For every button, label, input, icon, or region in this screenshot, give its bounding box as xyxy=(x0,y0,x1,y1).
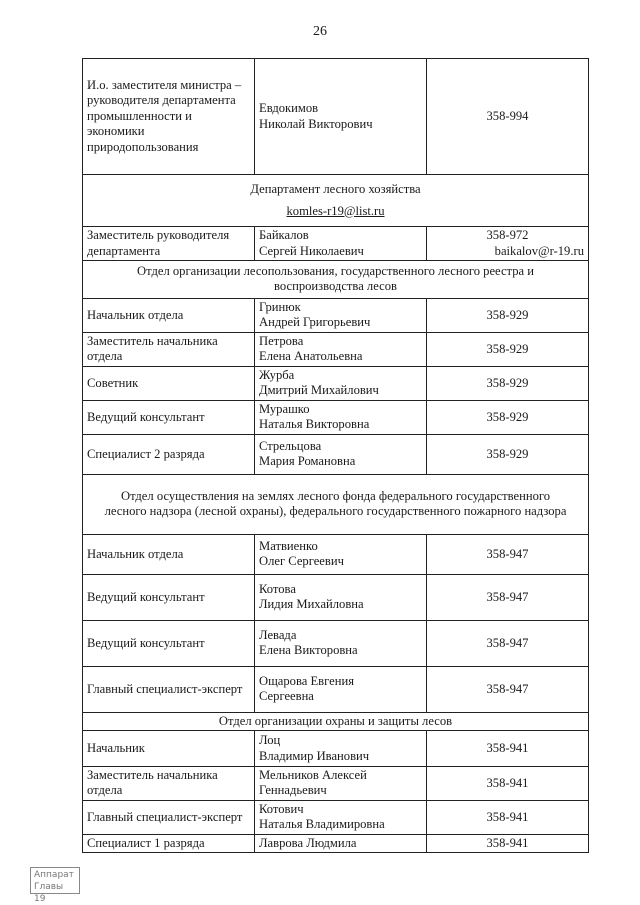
phone-cell: 358-941 xyxy=(427,800,589,834)
position-cell: Заместитель начальника отдела xyxy=(83,767,255,801)
name-cell: Котова Лидия Михайловна xyxy=(255,574,427,620)
staff-directory-table xyxy=(82,58,589,853)
name-cell: Мурашко Наталья Викторовна xyxy=(255,400,427,434)
table-row xyxy=(83,298,589,332)
name-cell: Матвиенко Олег Сергеевич xyxy=(255,534,427,574)
section-header-row xyxy=(83,712,589,730)
phone-cell: 358-929 xyxy=(427,332,589,366)
table-row xyxy=(83,59,589,175)
phone-cell: 358-941 xyxy=(427,731,589,767)
table-row xyxy=(83,800,589,834)
name-cell: Котович Наталья Владимировна xyxy=(255,800,427,834)
archive-stamp xyxy=(30,867,80,904)
department-header-row xyxy=(83,175,589,227)
department-email-link[interactable]: komles-r19@list.ru xyxy=(286,203,385,218)
table-row xyxy=(83,434,589,474)
table-row xyxy=(83,366,589,400)
table-row xyxy=(83,400,589,434)
phone-cell: 358-929 xyxy=(427,298,589,332)
position-cell: Ведущий консультант xyxy=(83,620,255,666)
section-title: Отдел организации лесопользования, государственного лесного реестра и воспроизводства лесов xyxy=(83,261,589,299)
table-row xyxy=(83,332,589,366)
department-header-cell xyxy=(83,175,589,227)
name-cell: Стрельцова Мария Романовна xyxy=(255,434,427,474)
name-cell: Байкалов Сергей Николаевич xyxy=(255,227,427,261)
section-title: Отдел организации охраны и защиты лесов xyxy=(83,712,589,730)
table-row xyxy=(83,534,589,574)
phone-cell: 358-929 xyxy=(427,400,589,434)
position-cell: Ведущий консультант xyxy=(83,400,255,434)
position-cell: Заместитель руководителя департамента xyxy=(83,227,255,261)
table-row xyxy=(83,731,589,767)
phone-cell: 358-941 xyxy=(427,767,589,801)
position-cell: Советник xyxy=(83,366,255,400)
phone-number: 358-972 xyxy=(486,228,529,243)
section-header-row xyxy=(83,261,589,299)
email-link[interactable]: baikalov@r-19.ru xyxy=(494,243,584,258)
name-cell: Мельников Алексей Геннадьевич xyxy=(255,767,427,801)
table-row xyxy=(83,574,589,620)
position-cell: Начальник отдела xyxy=(83,298,255,332)
position-cell: Заместитель начальника отдела xyxy=(83,332,255,366)
name-cell: Лоц Владимир Иванович xyxy=(255,731,427,767)
phone-cell xyxy=(427,227,589,261)
name-cell: Левада Елена Викторовна xyxy=(255,620,427,666)
phone-cell: 358-947 xyxy=(427,574,589,620)
department-title: Департамент лесного хозяйства xyxy=(250,182,421,197)
name-cell: Ощарова Евгения Сергеевна xyxy=(255,666,427,712)
table-row xyxy=(83,227,589,261)
table-row xyxy=(83,620,589,666)
name-cell: Петрова Елена Анатольевна xyxy=(255,332,427,366)
position-cell: Специалист 1 разряда xyxy=(83,834,255,852)
position-cell: Начальник xyxy=(83,731,255,767)
position-cell: Специалист 2 разряда xyxy=(83,434,255,474)
table-row xyxy=(83,666,589,712)
position-cell: Начальник отдела xyxy=(83,534,255,574)
section-title: Отдел осуществления на землях лесного фонда федерального государственного лесного надзора (лесной охраны), федерального государственного пожарного надзора xyxy=(83,474,589,534)
name-cell: Журба Дмитрий Михайлович xyxy=(255,366,427,400)
page-number: 26 xyxy=(313,24,327,39)
name-cell: Евдокимов Николай Викторович xyxy=(255,59,427,175)
position-cell: Ведущий консультант xyxy=(83,574,255,620)
phone-cell: 358-929 xyxy=(427,366,589,400)
position-cell: Главный специалист-эксперт xyxy=(83,666,255,712)
phone-cell: 358-947 xyxy=(427,534,589,574)
position-cell: Главный специалист-эксперт xyxy=(83,800,255,834)
phone-cell: 358-994 xyxy=(427,59,589,175)
table-row xyxy=(83,834,589,852)
phone-cell: 358-929 xyxy=(427,434,589,474)
phone-cell: 358-941 xyxy=(427,834,589,852)
position-cell: И.о. заместителя министра – руководителя департамента промышленности и экономики природопользования xyxy=(83,59,255,175)
name-cell: Лаврова Людмила xyxy=(255,834,427,852)
stamp-line: Аппарат xyxy=(34,870,74,880)
section-header-row xyxy=(83,474,589,534)
phone-cell: 358-947 xyxy=(427,620,589,666)
name-cell: Гринюк Андрей Григорьевич xyxy=(255,298,427,332)
phone-cell: 358-947 xyxy=(427,666,589,712)
table-row xyxy=(83,767,589,801)
stamp-line: Главы 19 xyxy=(34,882,64,904)
